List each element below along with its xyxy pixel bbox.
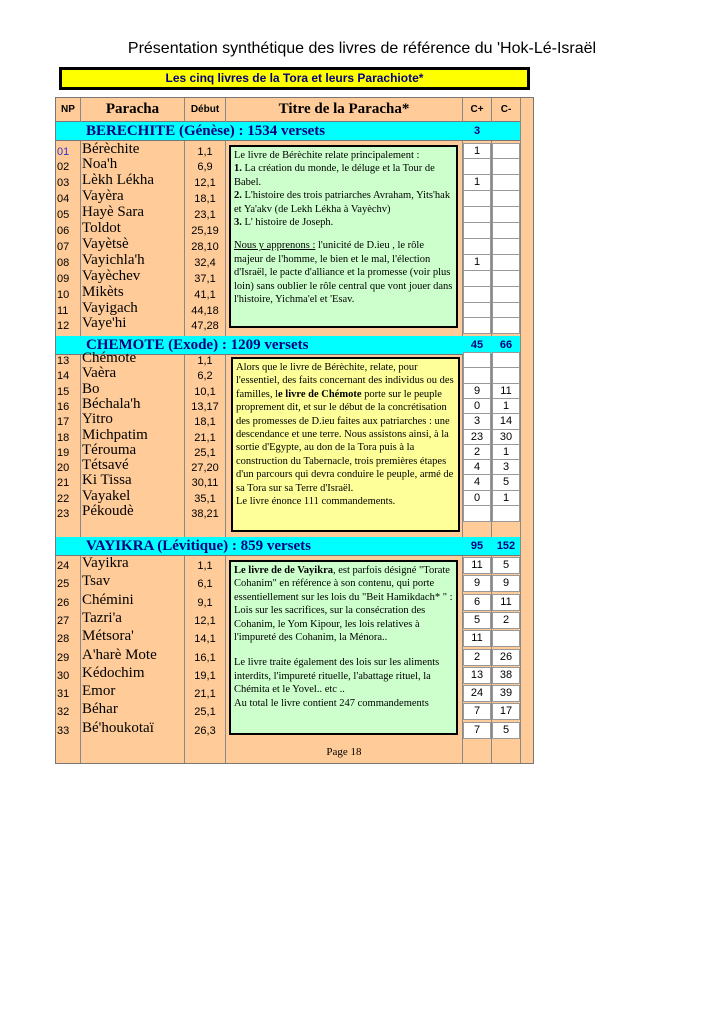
row-paracha-name: Vayèchev	[82, 267, 141, 284]
row-c-plus: 1	[463, 143, 491, 160]
row-debut: 1,1	[197, 560, 213, 572]
row-np: 10	[57, 288, 70, 301]
col-divider	[225, 98, 226, 763]
row-c-moins: 9	[492, 575, 520, 592]
row-debut: 37,1	[194, 272, 216, 285]
row-np: 03	[57, 177, 70, 190]
row-c-plus: 2	[463, 444, 491, 461]
row-debut: 6,9	[197, 161, 213, 174]
row-debut: 38,21	[191, 508, 219, 520]
row-np: 27	[57, 614, 70, 627]
book-title: CHEMOTE (Exode) : 1209 versets	[86, 337, 309, 353]
row-c-moins: 5	[492, 722, 520, 739]
row-paracha-name: Vayikra	[82, 555, 129, 571]
row-c-moins	[492, 190, 520, 207]
col-divider	[80, 98, 81, 763]
row-paracha-name: Térouma	[82, 441, 137, 458]
row-c-plus	[463, 206, 491, 223]
row-paracha-name: Chémote	[82, 350, 137, 366]
row-c-moins: 26	[492, 649, 520, 666]
row-c-moins	[492, 505, 520, 522]
row-paracha-name: Bérèchite	[82, 140, 140, 157]
book-c-plus: 45	[470, 339, 484, 351]
row-c-moins	[492, 158, 520, 175]
header-c-moins: C-	[492, 98, 520, 122]
row-c-plus: 23	[463, 429, 491, 446]
row-debut: 1,1	[197, 145, 213, 158]
row-np: 02	[57, 161, 70, 174]
book-title: VAYIKRA (Lévitique) : 859 versets	[86, 538, 311, 554]
page-number: Page 18	[326, 746, 362, 758]
row-paracha-name: Noa'h	[82, 156, 118, 173]
row-debut: 1,1	[197, 355, 213, 367]
desc-paragraph: Le livre énonce 111 commandements.	[236, 496, 396, 508]
desc-paragraph	[236, 361, 455, 495]
row-debut: 18,1	[194, 416, 216, 429]
row-c-plus: 11	[463, 557, 491, 574]
row-c-moins: 1	[492, 398, 520, 415]
desc-item-text: L'histoire des trois patriarches Avraham, Yits'hak et Ya'akv (de Lekh Lékha à Vayèchv)	[234, 190, 451, 215]
row-c-moins: 17	[492, 703, 520, 720]
header-titre: Titre de la Paracha*	[226, 98, 462, 122]
row-np: 33	[57, 724, 70, 737]
desc-paragraph	[234, 239, 453, 306]
row-c-plus: 11	[463, 630, 491, 647]
row-np: 01	[57, 145, 70, 158]
row-paracha-name: Vayigach	[82, 299, 138, 316]
row-np: 13	[57, 355, 70, 367]
row-np: 21	[57, 477, 70, 490]
book-row-vayikra	[56, 537, 520, 556]
row-np: 09	[57, 272, 70, 285]
row-c-moins: 3	[492, 459, 520, 476]
row-np: 14	[57, 370, 70, 383]
row-c-plus: 7	[463, 703, 491, 720]
row-debut: 12,1	[194, 177, 216, 190]
row-c-moins: 1	[492, 490, 520, 507]
row-c-plus: 1	[463, 174, 491, 191]
row-np: 05	[57, 209, 70, 222]
row-c-plus	[463, 286, 491, 303]
row-c-moins	[492, 143, 520, 160]
row-paracha-name: Kédochim	[82, 664, 145, 681]
row-c-moins: 30	[492, 429, 520, 446]
book-c-plus: 95	[470, 540, 484, 552]
row-c-moins: 2	[492, 612, 520, 629]
desc-text: Alors que le livre de Bérèchite, relate, pour l'essentiel, des faits concernant des individus ou des familles, l	[236, 362, 454, 400]
desc-item-3	[234, 216, 453, 229]
row-np: 16	[57, 400, 70, 413]
row-c-moins	[492, 302, 520, 319]
row-paracha-name: Béhar	[82, 701, 118, 718]
row-c-moins: 11	[492, 594, 520, 611]
row-c-plus: 5	[463, 612, 491, 629]
desc-item-text: L' histoire de Joseph.	[241, 217, 334, 229]
row-c-moins	[492, 254, 520, 271]
row-paracha-name: Vaèra	[82, 365, 117, 382]
desc-text: , est parfois désigné "Torate Cohanim" en référence à son contenu, qui porte essentiellement sur les lois du "Beit Hamikdach* " :	[234, 565, 453, 603]
row-c-moins: 39	[492, 685, 520, 702]
row-c-moins: 5	[492, 557, 520, 574]
row-np: 18	[57, 431, 70, 444]
row-c-plus	[463, 270, 491, 287]
row-debut: 30,11	[191, 477, 219, 490]
row-np: 23	[57, 508, 70, 520]
book-c-plus: 3	[473, 125, 481, 137]
row-debut: 13,17	[191, 400, 219, 413]
row-debut: 9,1	[197, 596, 213, 609]
row-debut: 35,1	[194, 492, 216, 505]
row-np: 22	[57, 492, 70, 505]
row-debut: 32,4	[194, 256, 216, 269]
row-np: 11	[57, 304, 69, 317]
row-c-moins: 1	[492, 444, 520, 461]
row-debut: 12,1	[194, 614, 216, 627]
row-np: 20	[57, 462, 70, 475]
row-paracha-name: Bé'houkotaï	[82, 719, 154, 736]
row-debut: 19,1	[194, 669, 216, 682]
row-paracha-name: Métsora'	[82, 628, 134, 645]
col-divider	[520, 98, 521, 763]
row-paracha-name: Lèkh Lékha	[82, 172, 155, 189]
row-debut: 27,20	[191, 462, 219, 475]
row-paracha-name: Bo	[82, 380, 100, 397]
row-np: 07	[57, 240, 70, 253]
row-debut: 6,2	[197, 370, 213, 383]
row-c-moins	[492, 206, 520, 223]
desc-item-2	[234, 189, 453, 216]
row-debut: 6,1	[197, 578, 213, 591]
row-np: 04	[57, 193, 70, 206]
row-c-plus: 9	[463, 575, 491, 592]
desc-item-num: 1.	[234, 163, 242, 175]
row-c-moins: 38	[492, 667, 520, 684]
row-debut: 47,28	[191, 320, 219, 333]
row-c-plus	[463, 505, 491, 522]
row-paracha-name: Béchala'h	[82, 395, 141, 412]
row-c-plus: 1	[463, 254, 491, 271]
row-paracha-name: Pékoudè	[82, 503, 134, 519]
row-np: 30	[57, 669, 70, 682]
row-paracha-name: Michpatim	[82, 426, 148, 443]
row-c-plus	[463, 302, 491, 319]
header-np: NP	[56, 98, 80, 122]
row-paracha-name: Tsav	[82, 573, 111, 590]
row-debut: 41,1	[194, 288, 216, 301]
row-paracha-name: Emor	[82, 683, 116, 700]
row-paracha-name: Vaye'hi	[82, 315, 127, 332]
row-paracha-name: Yitro	[82, 411, 113, 428]
row-paracha-name: Chémini	[82, 591, 134, 608]
section-banner: Les cinq livres de la Tora et leurs Parachiote*	[59, 67, 530, 90]
row-np: 25	[57, 578, 70, 591]
row-c-plus: 6	[463, 594, 491, 611]
row-c-plus: 24	[463, 685, 491, 702]
row-c-plus	[463, 238, 491, 255]
row-c-moins	[492, 238, 520, 255]
desc-text: porte sur le peuple proprement dit, et sur le début de la concrétisation des promesses de D.ieu faites aux patriarches : une descendance et une terre. Nous assistons ainsi, à la sortie d'Egypte, au don de la Tora puis à la construction du Tabernacle, trois premières étapes d'un parcours qui devra conduire le peuple, armé de sa Tora sur sa Terre d'Israël.	[236, 388, 454, 494]
header-debut: Début	[185, 98, 225, 122]
row-paracha-name: Toldot	[82, 220, 121, 236]
row-np: 19	[57, 446, 70, 459]
row-debut: 25,1	[194, 706, 216, 719]
desc-text: l'unicité de D.ieu , le rôle majeur de l'homme, le bien et le mal, l'élection d'Israël, le pacte d'alliance et la promesse (voir plus loin) sans oublier le rôle central que vont jouer dans l'histoire, Yichma'el et 'Esav.	[234, 240, 453, 306]
row-c-moins	[492, 270, 520, 287]
row-np: 24	[57, 560, 70, 572]
row-c-moins	[492, 222, 520, 239]
row-np: 15	[57, 385, 70, 398]
desc-item-1	[234, 162, 453, 189]
book-row-berechite	[56, 122, 520, 141]
row-c-moins	[492, 174, 520, 191]
row-debut: 23,1	[194, 209, 216, 222]
desc-bold: Le livre de de Vayikra	[234, 565, 333, 576]
row-c-plus: 13	[463, 667, 491, 684]
row-debut: 18,1	[194, 193, 216, 206]
desc-paragraph: Le livre traite également des lois sur les aliments interdits, l'impureté rituelle, l'abattage rituel, la Chémita et le Yovel.. etc ..	[234, 657, 440, 696]
row-paracha-name: Ki Tissa	[82, 472, 132, 489]
row-np: 17	[57, 416, 70, 429]
row-c-plus: 9	[463, 383, 491, 400]
row-debut: 26,3	[194, 724, 216, 737]
row-paracha-name: Hayè Sara	[82, 204, 145, 221]
row-paracha-name: Tazri'a	[82, 609, 122, 626]
row-debut: 44,18	[191, 304, 219, 317]
desc-paragraph: Au total le livre contient 247 commandements	[234, 697, 429, 709]
row-np: 28	[57, 633, 70, 646]
desc-label: Nous y apprenons :	[234, 240, 316, 252]
row-paracha-name: A'harè Mote	[82, 646, 157, 663]
row-debut: 16,1	[194, 651, 216, 664]
row-np: 26	[57, 596, 70, 609]
row-c-plus: 0	[463, 398, 491, 415]
header-c-plus: C+	[463, 98, 491, 122]
row-c-plus: 7	[463, 722, 491, 739]
row-debut: 21,1	[194, 431, 216, 444]
row-debut: 10,1	[194, 385, 216, 398]
row-c-plus: 3	[463, 413, 491, 430]
description-vayikra	[229, 560, 458, 735]
row-debut: 28,10	[191, 240, 219, 253]
row-debut: 21,1	[194, 688, 216, 701]
row-np: 32	[57, 706, 70, 719]
row-paracha-name: Tétsavé	[82, 457, 129, 474]
row-c-plus: 4	[463, 459, 491, 476]
row-c-moins	[492, 286, 520, 303]
row-paracha-name: Mikèts	[82, 283, 124, 300]
row-paracha-name: Vayètsè	[82, 235, 129, 252]
row-np: 08	[57, 256, 70, 269]
row-c-moins: 5	[492, 474, 520, 491]
desc-item-num: 3.	[234, 217, 242, 229]
desc-item-num: 2.	[234, 190, 242, 202]
description-chemote	[231, 357, 460, 532]
row-c-moins: 11	[492, 383, 520, 400]
desc-paragraph	[234, 564, 453, 604]
row-c-moins	[492, 317, 520, 334]
book-title: BERECHITE (Génèse) : 1534 versets	[86, 123, 326, 139]
row-np: 12	[57, 320, 70, 333]
book-c-moins: 66	[499, 339, 513, 351]
row-np: 06	[57, 225, 70, 237]
row-np: 31	[57, 688, 70, 701]
row-c-plus: 4	[463, 474, 491, 491]
row-c-plus	[463, 317, 491, 334]
row-paracha-name: Vayèra	[82, 188, 124, 205]
row-c-plus: 2	[463, 649, 491, 666]
row-c-plus	[463, 190, 491, 207]
row-debut: 25,19	[191, 225, 219, 237]
row-c-plus	[463, 222, 491, 239]
document-title: Présentation synthétique des livres de référence du 'Hok-Lé-Israël	[127, 40, 597, 57]
row-c-moins	[492, 630, 520, 647]
header-paracha: Paracha	[81, 98, 184, 122]
desc-intro: Le livre de Bérèchite relate principalement :	[234, 150, 420, 161]
row-c-moins: 14	[492, 413, 520, 430]
row-debut: 25,1	[194, 446, 216, 459]
desc-item-text: La création du monde, le déluge et la Tour de Babel.	[234, 163, 435, 188]
desc-paragraph: Lois sur les sacrifices, sur la consécration des Cohanim, le Yom Kipour, les lois relatives à l'impureté des Cohanim, la Ménora..	[234, 605, 426, 644]
description-berechite	[229, 145, 458, 328]
row-c-plus	[463, 158, 491, 175]
row-debut: 14,1	[194, 633, 216, 646]
row-np: 29	[57, 651, 70, 664]
desc-bold: e livre de Chémote	[278, 388, 362, 400]
book-c-moins: 152	[496, 540, 516, 552]
row-paracha-name: Vayichla'h	[82, 251, 145, 268]
row-c-plus: 0	[463, 490, 491, 507]
row-paracha-name: Vayakel	[82, 487, 131, 504]
